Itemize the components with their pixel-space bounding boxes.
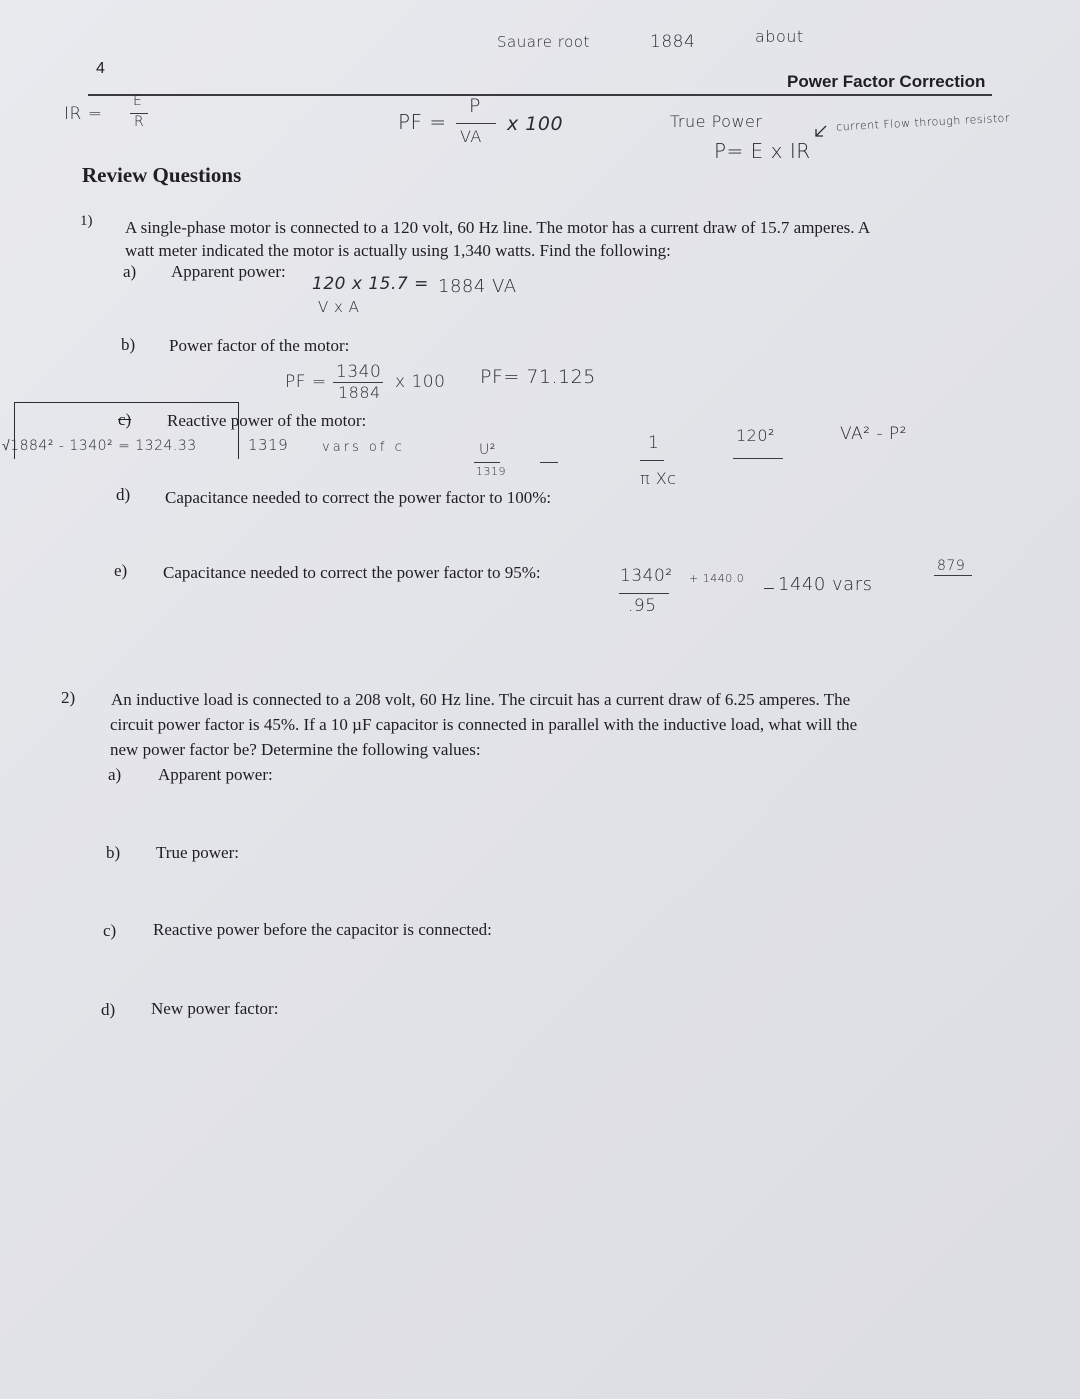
hand-pf-num: P [469, 95, 481, 117]
hand-about: about [755, 27, 804, 46]
q1-text-line1: A single-phase motor is connected to a 120 volt, 60 Hz line. The motor has a current draw of 15.7 amperes. A [125, 218, 871, 237]
section-title: Power Factor Correction [787, 72, 986, 91]
q2d-text: New power factor: [151, 999, 279, 1018]
hand-current-note: current Flow through resistor [835, 111, 1011, 134]
q2a-label: a) [108, 765, 122, 784]
q2a-text: Apparent power: [158, 765, 273, 784]
hand-true-power: True Power [670, 112, 763, 131]
q2c-label: c) [103, 921, 117, 940]
hand-a-calc: 120 x 15.7 = [312, 274, 429, 294]
q1d-text: Capacitance needed to correct the power factor to 100%: [165, 488, 552, 507]
hand-c-120sq-underline [733, 458, 783, 459]
page-number: 4 [96, 60, 105, 77]
hand-c-one-fraction-bar [640, 460, 664, 461]
hand-arrow-icon [814, 124, 828, 138]
hand-pf-fraction-bar [456, 123, 496, 124]
hand-c-u2-fraction-bar [474, 462, 500, 463]
q1d-label: d) [116, 485, 131, 504]
hand-e-den: .95 [628, 596, 657, 616]
q1a-text: Apparent power: [171, 262, 286, 281]
q1-number: 1) [80, 213, 93, 229]
hand-a-units: V x A [318, 298, 360, 316]
q1b-text: Power factor of the motor: [169, 336, 350, 355]
q1c-label: c) [118, 410, 132, 429]
hand-b-times: x 100 [395, 372, 446, 392]
hand-e-879: 879 [937, 558, 966, 574]
q2-text-line3: new power factor be? Determine the following values: [110, 740, 481, 759]
q2-text-line2: circuit power factor is 45%. If a 10 µF capacitor is connected in parallel with the inductive load, what will the [110, 715, 858, 734]
review-heading: Review Questions [82, 163, 242, 187]
hand-ir-den: R [134, 114, 145, 130]
q1a-label: a) [123, 262, 137, 281]
q1e-label: e) [114, 561, 128, 580]
hand-true-power-formula: P= E x IR [714, 139, 811, 163]
hand-c-va-p: VA² - P² [840, 424, 907, 444]
hand-b-pf: PF = [285, 372, 327, 392]
hand-e-plus: + 1440.0 [689, 572, 745, 585]
hand-b-num: 1340 [336, 362, 382, 382]
hand-e-879-underline [934, 575, 972, 576]
hand-c-120sq: 120² [736, 426, 775, 445]
hand-a-result: 1884 VA [438, 276, 517, 297]
hand-e-fraction-bar [619, 593, 669, 594]
hand-e-dash [764, 588, 774, 589]
q2-text-line1: An inductive load is connected to a 208 volt, 60 Hz line. The circuit has a current draw of 6.25 amperes. The [111, 690, 851, 709]
hand-pf-den: VA [460, 127, 482, 146]
hand-ir-formula: IR = [64, 104, 103, 124]
hand-c-value: 1319 [248, 436, 289, 454]
q2c-text: Reactive power before the capacitor is connected: [153, 920, 492, 939]
q2b-text: True power: [156, 843, 239, 862]
q1-text-line2: watt meter indicated the motor is actually using 1,340 watts. Find the following: [125, 241, 671, 260]
q2-number: 2) [61, 688, 76, 707]
hand-c-u2-den: 1319 [476, 465, 506, 478]
hand-pf-label: PF = [398, 110, 447, 134]
hand-b-den: 1884 [338, 383, 381, 402]
hand-c-pi-xc: π Xc [640, 469, 677, 488]
hand-ir-num: E [133, 93, 143, 109]
hand-square-root: Sauare root [497, 33, 590, 51]
header-rule [88, 94, 992, 96]
hand-top-1884: 1884 [650, 32, 696, 52]
hand-c-u2-num: U² [479, 442, 496, 458]
hand-e-result: 1440 vars [778, 574, 873, 595]
q1b-label: b) [121, 335, 136, 354]
q1e-text: Capacitance needed to correct the power factor to 95%: [163, 563, 541, 582]
q2d-label: d) [101, 1000, 116, 1019]
q1c-text: Reactive power of the motor: [167, 411, 367, 430]
hand-e-num: 1340² [620, 566, 673, 586]
hand-pf-times: x 100 [507, 113, 564, 135]
hand-c-calc: √1884² - 1340² = 1324.33 [2, 438, 197, 454]
hand-c-dash [540, 462, 558, 463]
hand-c-one: 1 [648, 433, 660, 453]
hand-c-vars: vars of c [322, 440, 405, 455]
q2b-label: b) [106, 843, 121, 862]
hand-b-result: PF= 71.125 [480, 366, 596, 388]
